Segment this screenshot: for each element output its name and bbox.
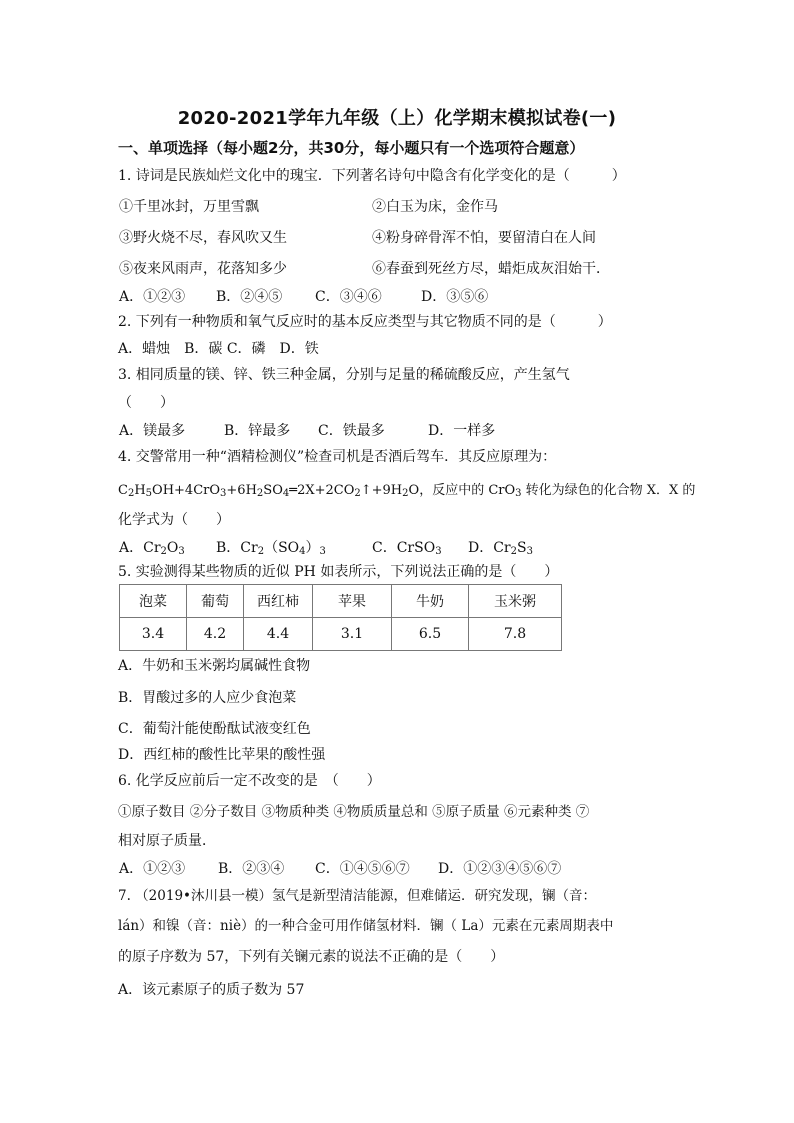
q1-choice-b: B．②④⑤ [216,289,283,305]
q3-choice-c: C．铁最多 [318,423,385,439]
q7-line2: lán）和镍（音：niè）的一种合金可用作储氢材料．镧（ La）元素在元素周期表中 [118,918,614,934]
q1-stem: 1. 诗词是民族灿烂文化中的瑰宝．下列著名诗句中隐含有化学变化的是（ ） [118,168,626,184]
q4-choice-c: C．CrSO$_3$ [372,540,442,557]
q5-choice-b: B．胃酸过多的人应少食泡菜 [118,690,297,706]
ph-header-cell: 牛奶 [392,585,469,618]
q1-item-1: ①千里冰封，万里雪飘 [119,199,259,215]
q1-item-4: ④粉身碎骨浑不怕，要留清白在人间 [372,230,596,246]
q6-items: ①原子数目 ②分子数目 ③物质种类 ④物质质量总和 ⑤原子质量 ⑥元素种类 ⑦ [118,804,590,820]
ph-value-cell: 3.4 [120,618,187,651]
ph-header-cell: 玉米粥 [469,585,562,618]
q5-choice-c: C．葡萄汁能使酚酞试液变红色 [118,721,311,737]
q3-choice-b: B．锌最多 [224,423,291,439]
q7-line1: 7. （2019•沐川县一模）氢气是新型清洁能源，但难储运．研究发现，镧（音： [118,888,596,904]
q1-item-6: ⑥春蚕到死丝方尽，蜡炬成灰泪始干． [372,261,610,277]
q4-stem: 4. 交警常用一种“酒精检测仪”检查司机是否酒后驾车．其反应原理为： [118,449,557,465]
q4-choice-a: A．$Cr_2O_3$ [119,540,185,557]
ph-table-value-row [120,618,562,651]
q6-choice-a: A．①②③ [119,861,186,877]
q5-choice-a: A．牛奶和玉米粥均属碱性食物 [118,658,311,674]
ph-header-cell: 泡菜 [120,585,187,618]
q3-choice-a: A．镁最多 [119,423,186,439]
ph-header-cell: 西红柿 [244,585,313,618]
q1-choice-a: A．①②③ [119,289,186,305]
ph-table [119,584,562,651]
q4-choice-d: D．$Cr_2S_3$ [468,540,533,557]
q1-item-2: ②白玉为床，金作马 [372,199,498,215]
q6-choice-d: D．①②③④⑤⑥⑦ [438,861,562,877]
ph-header-cell: 葡萄 [187,585,244,618]
q3-stem: 3. 相同质量的镁、锌、铁三种金属，分别与足量的稀硫酸反应，产生氢气 [118,367,570,383]
q6-choice-c: C．①④⑤⑥⑦ [315,861,410,877]
q2-stem: 2. 下列有一种物质和氧气反应时的基本反应类型与其它物质不同的是（ ） [118,314,612,330]
q5-stem: 5. 实验测得某些物质的近似 PH 如表所示，下列说法正确的是（ ） [118,564,559,580]
ph-table-header-row [120,585,562,618]
ph-value-cell: 6.5 [392,618,469,651]
q2-choices: A．蜡烛 B．碳 C．磷 D．铁 [118,341,319,357]
ph-value-cell: 4.4 [244,618,313,651]
q5-choice-d: D．西红柿的酸性比苹果的酸性强 [118,747,326,763]
section-heading: 一、单项选择（每小题2分，共30分，每小题只有一个选项符合题意） [118,139,585,157]
q3-choice-d: D．一样多 [428,423,496,439]
q1-choice-c: C．③④⑥ [315,289,382,305]
q4-line3: 化学式为（ ） [118,512,230,528]
q1-choice-d: D．③⑤⑥ [421,289,489,305]
ph-header-cell: 苹果 [313,585,392,618]
exam-title: 2020-2021学年九年级（上）化学期末模拟试卷(一) [177,108,617,129]
q6-choice-b: B．②③④ [218,861,285,877]
q7-choice-a: A．该元素原子的质子数为 57 [118,982,305,998]
ph-value-cell: 4.2 [187,618,244,651]
q6-stem: 6. 化学反应前后一定不改变的是 （ ） [118,773,381,789]
q7-line3: 的原子序数为 57，下列有关镧元素的说法不正确的是（ ） [118,949,505,965]
q1-item-3: ③野火烧不尽，春风吹又生 [119,230,287,246]
q4-choice-b: B．$Cr_2(SO_4)_3$ [216,540,326,557]
q1-item-5: ⑤夜来风雨声，花落知多少 [119,261,287,277]
q6-line3: 相对原子质量． [118,833,216,849]
q4-equation: $C_2H_5OH+4CrO_3+6H_2SO_4═2X+2CO_2↑+9H_2O$，反应中的 CrO$_3$ 转化为绿色的化合物 X．X 的 [118,483,696,499]
q3-paren: （ ） [118,395,174,411]
ph-value-cell: 7.8 [469,618,562,651]
ph-value-cell: 3.1 [313,618,392,651]
